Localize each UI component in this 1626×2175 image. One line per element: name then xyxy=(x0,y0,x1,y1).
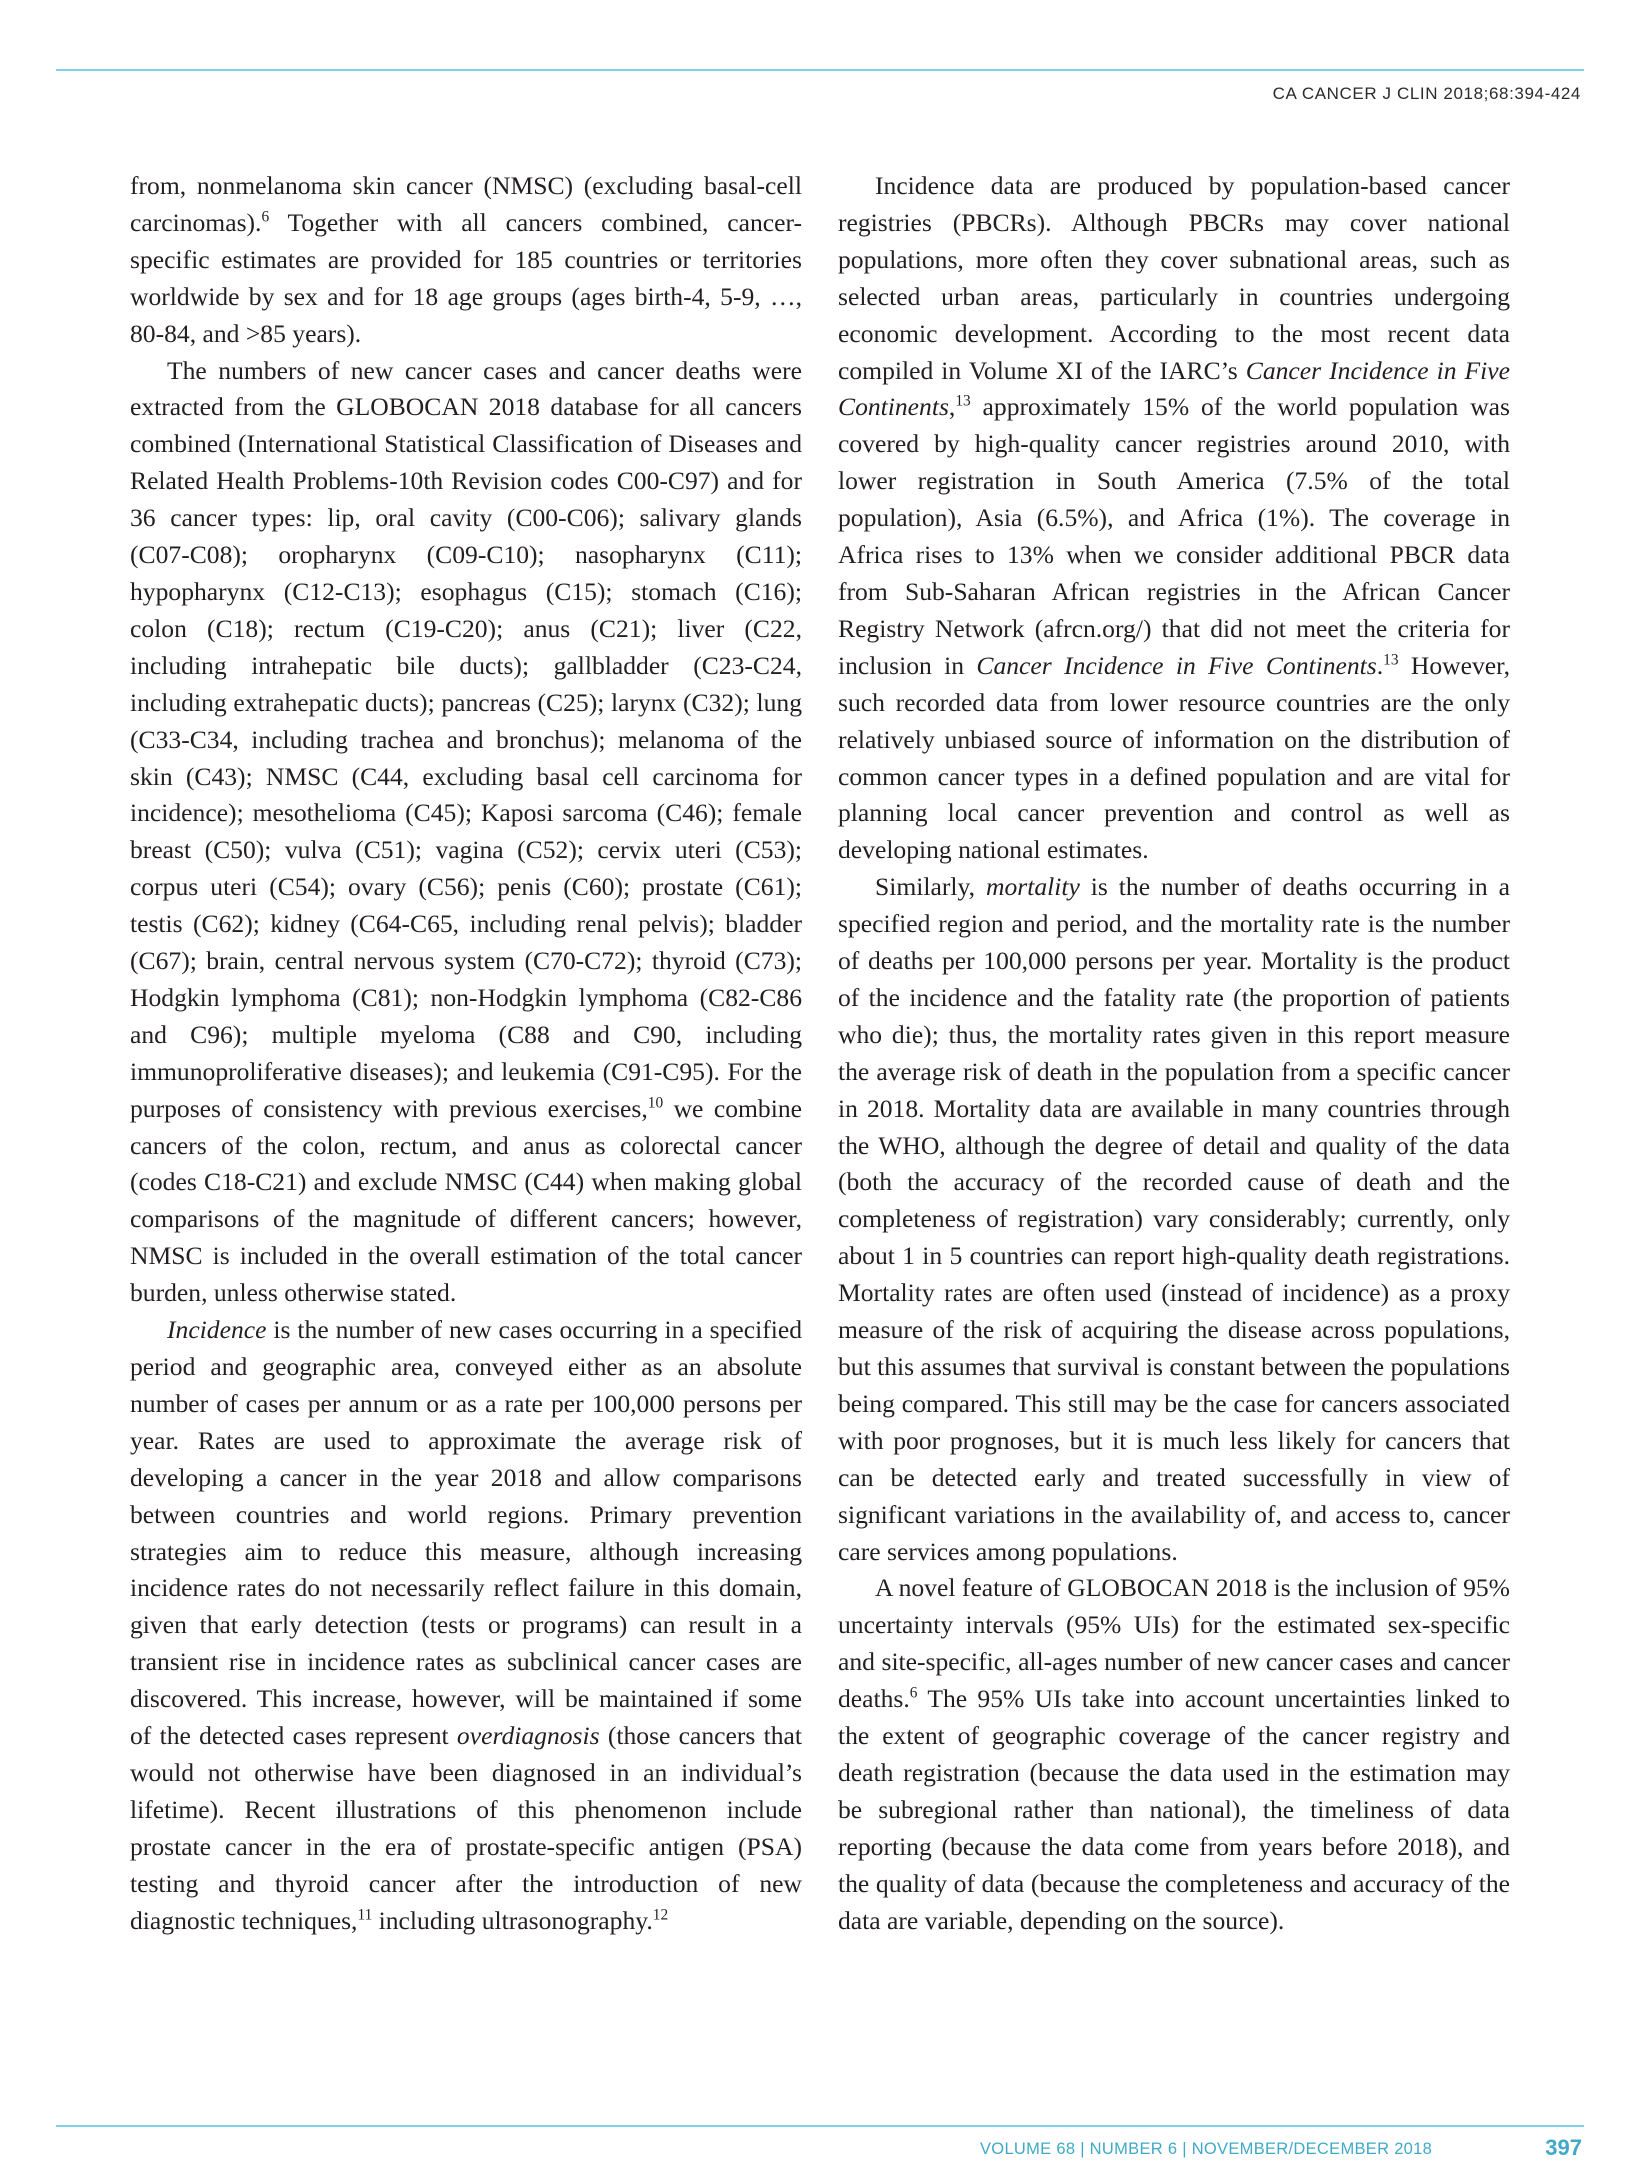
paragraph xyxy=(838,869,1510,1570)
paragraph xyxy=(130,353,802,1313)
paragraph xyxy=(838,1570,1510,1939)
reference-marker[interactable]: 12 xyxy=(652,1906,669,1924)
text-run: is the number of deaths occurring in a specified region and period, and the mortality rate is the number of deaths per 100,000 persons per year. Mortality is the product of the incidence and the fatality rate (the proportion of patients who die); thus, the mortality rates given in this report measure the average risk of death in the population from a specific cancer in 2018. Mortality data are available in many countries through the WHO, although the degree of detail and quality of the data (both the accuracy of the recorded cause of death and the completeness of registration) vary considerably; currently, only about 1 in 5 countries can report high-quality death registrations. Mortality rates are often used (instead of incidence) as a proxy measure of the risk of acquiring the disease across populations, but this assumes that survival is constant between the populations being compared. This still may be the case for cancers associated with poor prognoses, but it is much less likely for cancers that can be detected early and treated successfully in view of significant variations in the availability of, and access to, cancer care services among populations. xyxy=(838,872,1510,1566)
left-column xyxy=(130,168,802,1940)
text-run: approximately 15% of the world population was covered by high-quality cancer registries around 2010, with lower registration in South America (7.5% of the total population), Asia (6.5%), and Africa (1%). The coverage in Africa rises to 13% when we consider additional PBCR data from Sub-Saharan African registries in the African Cancer Registry Network (afrcn.org/) that did not meet the criteria for inclusion in xyxy=(838,392,1510,680)
text-run: . xyxy=(1376,650,1384,680)
text-run: (those cancers that would not otherwise have been diagnosed in an individual’s lifetime). Recent illustrations of this phenomenon include prostate cancer in the era of prostate-specific antigen (PSA) testing and thyroid cancer after the introduction of new diagnostic techniques, xyxy=(130,1721,802,1935)
footer-rule xyxy=(56,2125,1584,2127)
text-run: we combine cancers of the colon, rectum, and anus as colorectal cancer (codes C18-C21) and exclude NMSC (C44) when making global comparisons of the magnitude of different cancers; however, NMSC is included in the overall estimation of the total cancer burden, unless otherwise stated. xyxy=(130,1093,802,1308)
footer-issue-info: VOLUME 68 | NUMBER 6 | NOVEMBER/DECEMBER 2018 xyxy=(980,2140,1433,2158)
journal-title: Cancer Incidence in Five Continents xyxy=(838,355,1510,422)
text-run: including ultrasonography. xyxy=(372,1905,653,1935)
page-number: 397 xyxy=(1545,2135,1582,2160)
reference-marker[interactable]: 6 xyxy=(261,208,270,226)
paragraph xyxy=(838,168,1510,869)
reference-marker[interactable]: 13 xyxy=(955,392,971,410)
text-run: is the number of new cases occurring in a specified period and geographic area, conveyed either as an absolute number of cases per annum or as a rate per 100,000 persons per year. Rates are used to approximate the average risk of developing a cancer in the year 2018 and allow comparisons between countries and world regions. Primary prevention strategies aim to reduce this measure, although increasing incidence rates do not necessarily reflect failure in this domain, given that early detection (tests or programs) can result in a transient rise in incidence rates as subclinical cancer cases are discovered. This increase, however, will be maintained if some of the detected cases represent xyxy=(130,1315,802,1751)
term-mortality: mortality xyxy=(985,872,1080,902)
text-run: Incidence data are produced by population-based cancer registries (PBCRs). Although PBCRs may cover national populations, more often they cover subnational areas, such as selected urban areas, particularly in countries undergoing economic development. According to the most recent data compiled in Volume XI of the IARC’s xyxy=(838,171,1510,385)
term-incidence: Incidence xyxy=(167,1315,267,1345)
running-head: CA CANCER J CLIN 2018;68:394-424 xyxy=(1272,84,1581,103)
paragraph xyxy=(130,1312,802,1939)
reference-marker[interactable]: 11 xyxy=(357,1906,373,1924)
text-run: The 95% UIs take into account uncertainties linked to the extent of geographic coverage of the cancer registry and death registration (because the data used in the estimation may be subregional rather than national), the timeliness of data reporting (because the data come from years before 2018), and the quality of data (because the completeness and accuracy of the data are variable, depending on the source). xyxy=(838,1684,1510,1935)
text-run: Similarly, xyxy=(875,872,986,902)
reference-marker[interactable]: 6 xyxy=(909,1684,918,1702)
term-overdiagnosis: overdiagnosis xyxy=(456,1721,600,1751)
journal-title: Cancer Incidence in Five Continents xyxy=(976,650,1377,680)
text-run: Together with all cancers combined, cancer-specific estimates are provided for 185 countries or territories worldwide by sex and for 18 age groups (ages birth-4, 5-9, …, 80-84, and >85 years). xyxy=(130,207,802,348)
text-run: A novel feature of GLOBOCAN 2018 is the inclusion of 95% uncertainty intervals (95% UIs) for the estimated sex-specific and site-specific, all-ages number of new cancer cases and cancer deaths. xyxy=(838,1573,1510,1714)
text-run: , xyxy=(948,392,956,422)
right-column xyxy=(838,168,1510,1940)
reference-marker[interactable]: 10 xyxy=(647,1094,664,1112)
paragraph xyxy=(130,168,802,353)
header-rule xyxy=(56,69,1584,71)
reference-marker[interactable]: 13 xyxy=(1383,651,1399,669)
text-run: However, such recorded data from lower resource countries are the only relatively unbiased source of information on the distribution of common cancer types in a defined population and are vital for planning local cancer prevention and control as well as developing national estimates. xyxy=(838,650,1511,865)
text-run: The numbers of new cancer cases and cancer deaths were extracted from the GLOBOCAN 2018 database for all cancers combined (International Statistical Classification of Diseases and Related Health Problems-10th Revision codes C00-C97) and for 36 cancer types: lip, oral cavity (C00-C06); salivary glands (C07-C08); oropharynx (C09-C10); nasopharynx (C11); hypopharynx (C12-C13); esophagus (C15); stomach (C16); colon (C18); rectum (C19-C20); anus (C21); liver (C22, including intrahepatic bile ducts); gallbladder (C23-C24, including extrahepatic ducts); pancreas (C25); larynx (C32); lung (C33-C34, including trachea and bronchus); melanoma of the skin (C43); NMSC (C44, excluding basal cell carcinoma for incidence); mesothelioma (C45); Kaposi sarcoma (C46); female breast (C50); vulva (C51); vagina (C52); cervix uteri (C53); corpus uteri (C54); ovary (C56); penis (C60); prostate (C61); testis (C62); kidney (C64-C65, including renal pelvis); bladder (C67); brain, central nervous system (C70-C72); thyroid (C73); Hodgkin lymphoma (C81); non-Hodgkin lymphoma (C82-C86 and C96); multiple myeloma (C88 and C90, including immunoproliferative diseases); and leukemia (C91-C95). For the purposes of consistency with previous exercises, xyxy=(130,355,802,1123)
text-run: from, nonmelanoma skin cancer (NMSC) (excluding basal-cell carcinomas). xyxy=(130,171,802,237)
